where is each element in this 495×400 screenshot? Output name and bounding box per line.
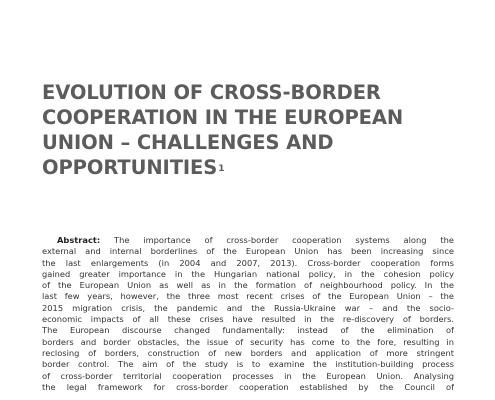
footnote-mark: 1 — [218, 164, 225, 174]
abstract-line: of the European Union as well as in the formation of neighbourhood policy. In the — [42, 280, 454, 291]
abstract-paragraph — [42, 235, 454, 393]
title-line: COOPERATION IN THE EUROPEAN — [42, 106, 404, 129]
abstract-line: last few years, however, the three most recent crises of the European Union – the — [42, 291, 454, 302]
abstract-line: external and internal borderlines of the European Union has been increasing since — [42, 246, 454, 257]
abstract-line — [42, 235, 454, 246]
title-line: EVOLUTION OF CROSS-BORDER — [42, 81, 381, 104]
title-line: UNION – CHALLENGES AND — [42, 131, 334, 154]
abstract-line: borders and border obstacles, the issue of security has come to the fore, resulting in — [42, 336, 454, 347]
abstract-line: the legal framework for cross-border cooperation established by the Council of — [42, 381, 454, 392]
abstract-line: of cross-border territorial cooperation processes in the European Union. Analysing — [42, 370, 454, 381]
abstract-line: the last enlargements (in 2004 and 2007, 2013). Cross-border cooperation forms — [42, 257, 454, 268]
title-line-text: OPPORTUNITIES — [42, 156, 218, 179]
abstract-line: gained greater importance in the Hungarian national policy, in the cohesion policy — [42, 268, 454, 279]
abstract-line: The European discourse changed fundamentally: instead of the elimination of — [42, 325, 454, 336]
abstract-line: economic impacts of all these crises have resulted in the re-discovery of borders. — [42, 314, 454, 325]
abstract-line-text: The importance of cross-border cooperation systems along the — [100, 235, 454, 245]
abstract-line: reclosing of borders, construction of new borders and application of more stringent — [42, 347, 454, 358]
title-line — [42, 155, 462, 180]
paper-title — [42, 80, 462, 180]
abstract-label: Abstract: — [57, 235, 101, 245]
abstract-line: border control. The aim of the study is to examine the institution-building process — [42, 359, 454, 370]
abstract-line: 2015 migration crisis, the pandemic and the Russia-Ukraine war – and the socio- — [42, 302, 454, 313]
